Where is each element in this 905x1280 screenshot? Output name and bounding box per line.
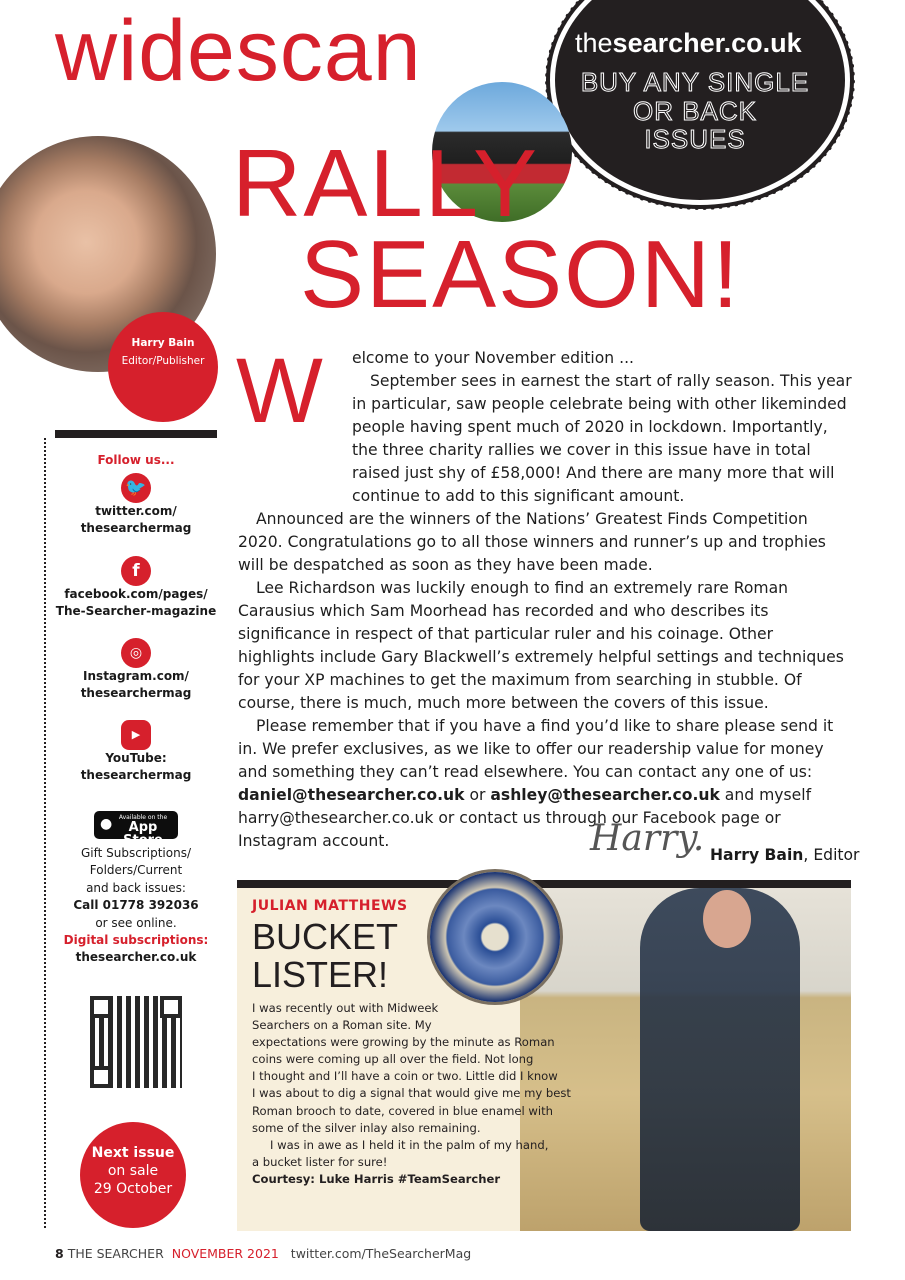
- bucket-title: BUCKET LISTER!: [252, 916, 399, 995]
- paragraph-contact: Please remember that if you have a find you’d like to share please send it in. We prefer exclusives, as we like to offer our readership value for money and something they can’t read elsewhere. You can contact any one of us: daniel@thesearcher.co.uk or ashley@thesearcher.co.uk and myself harry@thesearcher.co.uk or contact us through our Facebook page or Instagram account.: [238, 717, 834, 850]
- qr-code[interactable]: [90, 996, 182, 1088]
- facebook-block[interactable]: f facebook.com/pages/ The-Searcher-magazine: [55, 556, 217, 621]
- signature: Harry.: [590, 818, 705, 859]
- detectorist-head: [703, 890, 751, 948]
- phone-number: Call 01778 392036: [73, 898, 199, 913]
- twitter-block[interactable]: 🐦 twitter.com/ thesearchermag: [55, 473, 217, 538]
- facebook-icon: f: [121, 556, 151, 586]
- bucket-top-bar: [237, 880, 851, 888]
- dropcap: W: [236, 340, 323, 442]
- email-ashley[interactable]: ashley@thesearcher.co.uk: [490, 786, 720, 804]
- follow-label: Follow us...: [97, 453, 175, 467]
- instagram-icon: ◎: [121, 638, 151, 668]
- page-number: 8: [55, 1246, 64, 1261]
- headline-line1: RALLY: [232, 130, 540, 237]
- badge-site-name: thesearcher.co.uk: [575, 28, 802, 58]
- article-body: [238, 370, 852, 853]
- next-issue-circle: Next issue on sale 29 October: [80, 1122, 186, 1228]
- section-title: widescan: [55, 3, 422, 99]
- courtesy-line: Courtesy: Luke Harris #TeamSearcher: [252, 1171, 501, 1186]
- digital-site-link[interactable]: thesearcher.co.uk: [75, 950, 197, 965]
- youtube-icon: ▶: [121, 720, 151, 750]
- sidebar-dotted-rule: [44, 438, 46, 1228]
- twitter-icon: 🐦: [121, 473, 151, 503]
- footer-link[interactable]: twitter.com/TheSearcherMag: [290, 1246, 472, 1261]
- paragraph-winners: Announced are the winners of the Nations’ Greatest Finds Competition 2020. Congratulations go to all those winners and runner’s up and trophies will be despatched as soon as they have been made.: [238, 510, 826, 574]
- bucket-author: JULIAN MATTHEWS: [252, 898, 408, 914]
- page-footer: 8 THE SEARCHER NOVEMBER 2021 twitter.com/TheSearcherMag: [55, 1246, 472, 1261]
- paragraph-rally: September sees in earnest the start of rally season. This year in particular, saw people celebrate being with other likeminded people having spent much of 2020 in lockdown. Importantly, the three charity rallies we cover in this issue have in total raised just shy of £58,000! And there are many more that will continue to add to this significant amount.: [352, 372, 852, 505]
- headline-line2: SEASON!: [300, 221, 741, 329]
- email-daniel[interactable]: daniel@thesearcher.co.uk: [238, 786, 465, 804]
- app-store-button[interactable]: ● Available on the App Store: [94, 811, 178, 839]
- badge-offer-text: BUY ANY SINGLE OR BACK ISSUES: [580, 67, 810, 155]
- editor-role: Editor/Publisher: [121, 355, 205, 367]
- roman-brooch-image: [430, 872, 560, 1002]
- sidebar-top-bar: [55, 430, 217, 438]
- signoff: Harry Bain, Editor: [710, 846, 860, 864]
- headline: [232, 130, 741, 329]
- paragraph-highlights: Lee Richardson was luckily enough to find an extremely rare Roman Carausius which Sam Moorhead has recorded and who describes its significance in respect of that particular ruler and his coinage. Other highlights include Gary Blackwell’s extremely helpful settings and techniques for your XP machines to get the maximum from searching in stubble. Of course, there is much, much more between the covers of this issue.: [238, 579, 844, 712]
- subscriptions-info: Gift Subscriptions/ Folders/Current and back issues: Call 01778 392036 or see online. Digital subscriptions: thesearcher.co.uk: [63, 846, 209, 965]
- apple-icon: ●: [100, 816, 113, 832]
- editor-name-circle: [108, 312, 218, 422]
- editor-name: Harry Bain: [131, 337, 195, 349]
- youtube-block[interactable]: ▶ YouTube: thesearchermag: [55, 720, 217, 785]
- article-intro: elcome to your November edition ...: [352, 349, 635, 367]
- instagram-block[interactable]: ◎ Instagram.com/ thesearchermag: [55, 638, 217, 703]
- bucket-text: I was recently out with Midweek Searchers on a Roman site. My expectations were growing by the minute as Roman coins were coming up all over the field. Not long I thought and I’ll have a coin or two. Little did I know I was about to dig a signal that would give me my best Roman brooch to date, covered in blue enamel with some of the silver inlay also remaining. I was in awe as I held it in the palm of my hand, a bucket lister for sure! Courtesy: Luke Harris #TeamSearcher: [252, 1000, 552, 1188]
